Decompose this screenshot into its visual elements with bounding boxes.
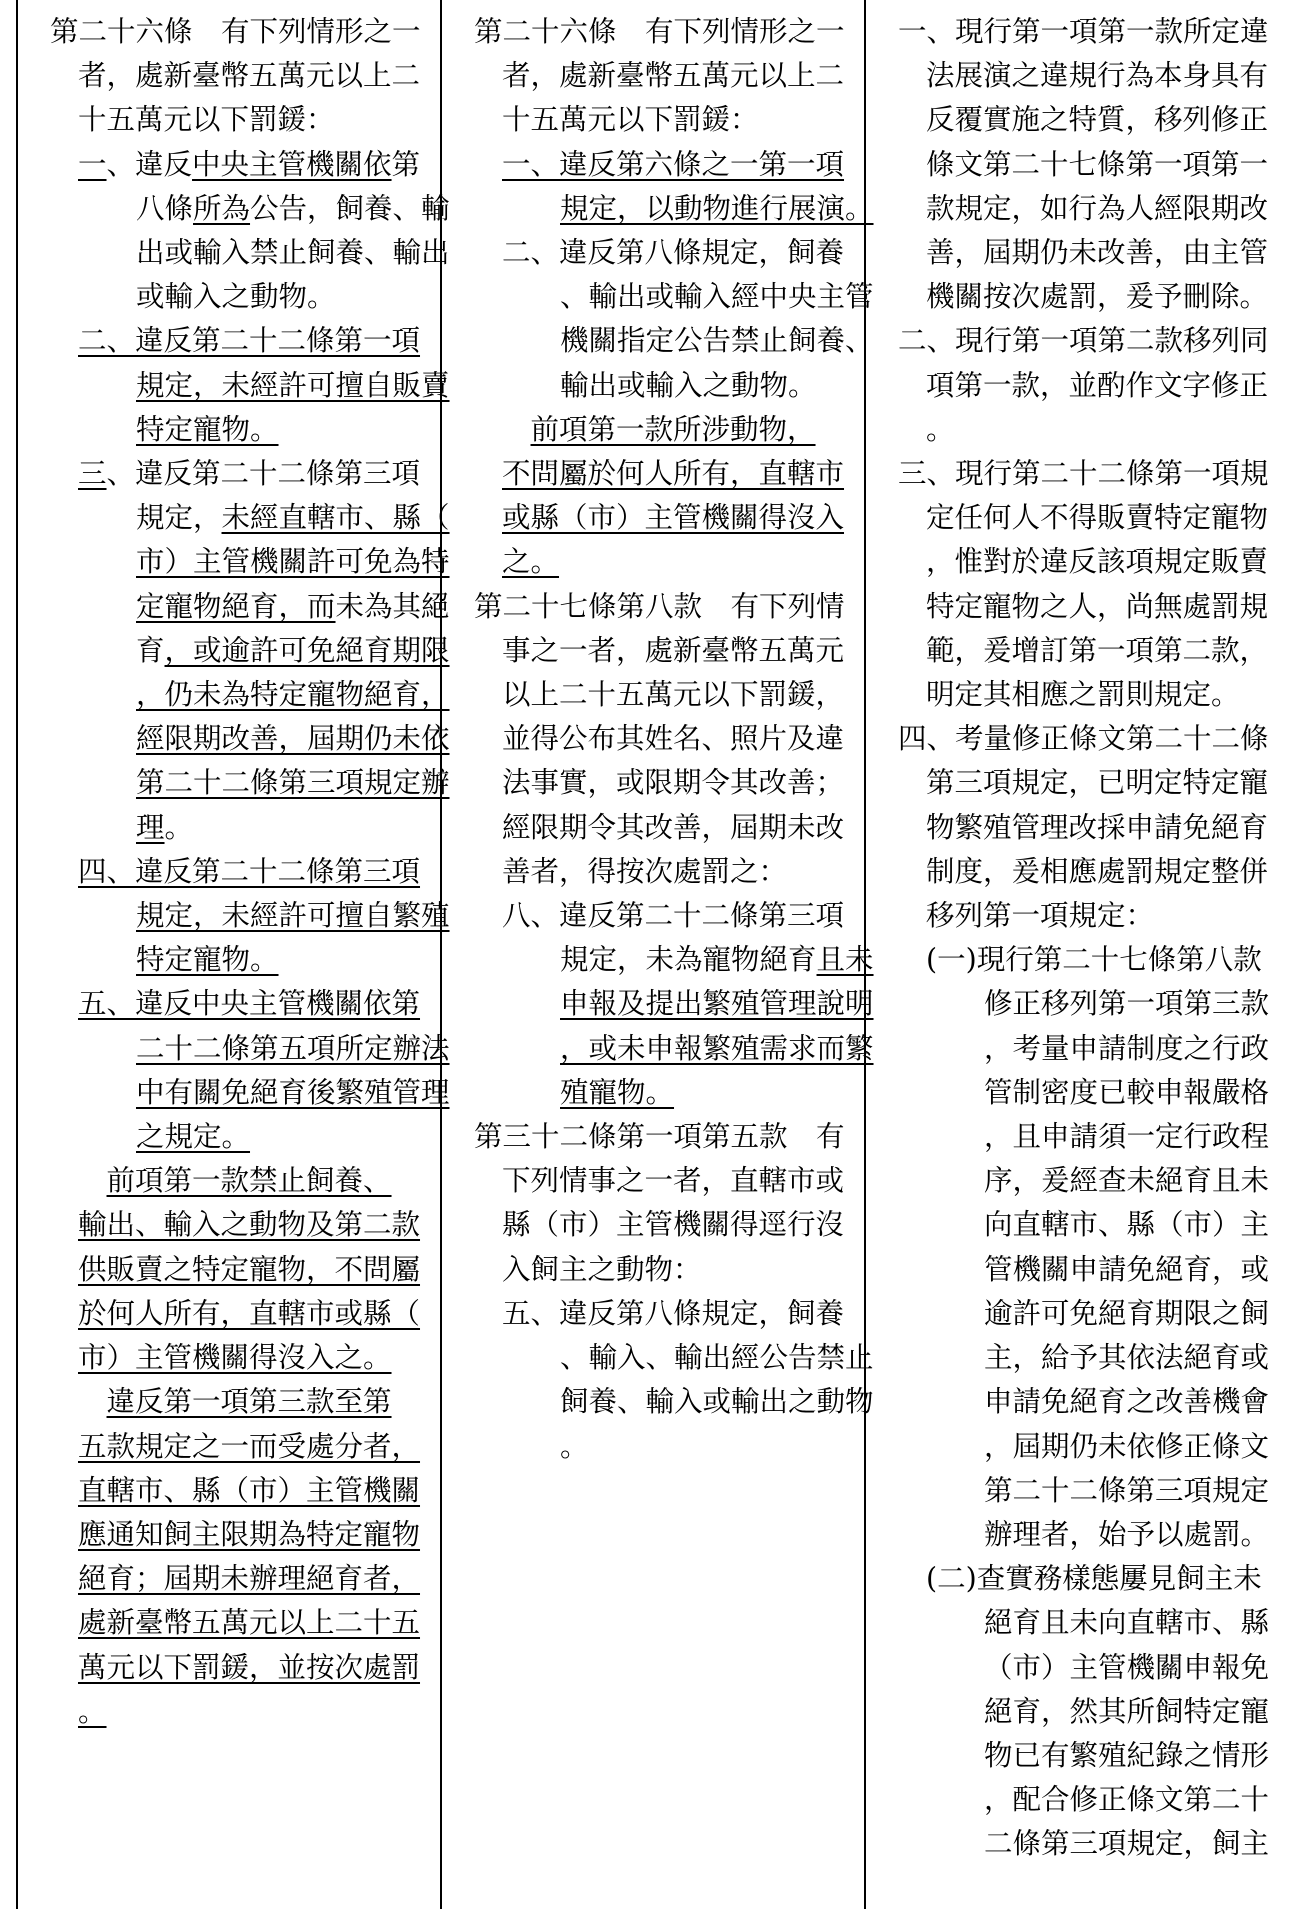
text-run: 第 [391, 147, 421, 181]
text-line [898, 1071, 1288, 1115]
text-line [50, 1336, 470, 1380]
text-run: 法事實，或限期令其改善； [502, 766, 845, 800]
text-run: 入飼主之動物： [502, 1252, 702, 1286]
text-line [50, 1469, 470, 1513]
text-run: 飼養、輸入或輸出之動物 [560, 1385, 874, 1419]
text-run: 明定其相應之罰則規定。 [926, 678, 1240, 712]
column-explanation [898, 10, 1288, 1867]
text-line [50, 1248, 470, 1292]
text-line [50, 364, 470, 408]
underlined-text: 規定，以動物進行展演。 [560, 191, 874, 225]
underlined-text: 規定，未經許可擅自繁殖 [136, 899, 450, 933]
text-run: 並得公布其姓名、照片及違 [502, 722, 845, 756]
text-run: 第三十二條第一項第五款 有 [474, 1120, 845, 1154]
text-run: 十五萬元以下罰鍰： [502, 103, 759, 137]
text-line [50, 1513, 470, 1557]
text-line [474, 1027, 894, 1071]
text-line [898, 98, 1288, 142]
text-line [50, 10, 470, 54]
text-line [474, 540, 894, 584]
text-run: 條文第二十七條第一項第一 [926, 147, 1269, 181]
text-line [50, 408, 470, 452]
text-run: 、輸出或輸入經中央主管 [560, 280, 874, 314]
text-line [898, 806, 1288, 850]
text-run: 逾許可免絕育期限之飼 [984, 1296, 1270, 1330]
text-line [474, 673, 894, 717]
text-line [50, 761, 470, 805]
text-line [898, 231, 1288, 275]
text-line [50, 275, 470, 319]
text-line [898, 850, 1288, 894]
table-border-left [16, 0, 18, 1909]
text-run: 移列第一項規定： [926, 899, 1155, 933]
underlined-text: 理 [136, 810, 165, 844]
text-line [50, 143, 470, 187]
text-run: ，配合修正條文第二十 [984, 1783, 1270, 1817]
text-run: 四、考量修正條文第二十二條 [898, 722, 1269, 756]
text-line [898, 496, 1288, 540]
text-line [898, 629, 1288, 673]
text-run: 、違反第二十二條第三項 [106, 457, 421, 491]
text-line [898, 1159, 1288, 1203]
text-line [898, 1469, 1288, 1513]
text-line [50, 1601, 470, 1645]
text-line [474, 761, 894, 805]
underlined-text: 直轄市、縣（市）主管機關 [78, 1473, 421, 1507]
text-run: 範，爰增訂第一項第二款， [926, 633, 1269, 667]
text-run [78, 1385, 107, 1418]
underlined-text: 萬元以下罰鍰，並按次處罰 [78, 1650, 421, 1684]
text-line [898, 1557, 1288, 1601]
text-line [898, 143, 1288, 187]
text-run: 法展演之違規行為本身具有 [926, 59, 1269, 93]
text-line [898, 10, 1288, 54]
underlined-text: 經限期改善，屆期仍未依 [136, 722, 450, 756]
text-line [50, 1027, 470, 1071]
text-line [898, 1513, 1288, 1557]
underlined-text: 未經直轄市、縣（ [221, 501, 450, 535]
text-run: 管制密度已較申報嚴格 [984, 1075, 1270, 1109]
text-run: 三、現行第二十二條第一項規 [898, 457, 1269, 491]
text-line [50, 1203, 470, 1247]
underlined-text: 五款規定之一而受處分者， [78, 1429, 421, 1463]
underlined-text: 輸出、輸入之動物及第二款 [78, 1208, 421, 1242]
text-line [474, 1203, 894, 1247]
text-run: 絕育且未向直轄市、縣 [984, 1606, 1270, 1640]
underlined-text: 所為 [193, 191, 251, 225]
text-line [50, 187, 470, 231]
text-run: 者，處新臺幣五萬元以上二 [502, 59, 845, 93]
text-run: 特定寵物之人，尚無處罰規 [926, 589, 1269, 623]
text-run: 、違反 [106, 147, 193, 181]
text-run: 第二十六條 有下列情形之一 [50, 15, 421, 48]
text-line [50, 1646, 470, 1690]
text-line [474, 938, 894, 982]
text-line [474, 1248, 894, 1292]
text-run: 機關按次處罰，爰予刪除。 [926, 280, 1269, 314]
text-line [474, 10, 894, 54]
underlined-text: 市）主管機關許可免為特 [136, 545, 450, 579]
text-line [898, 319, 1288, 363]
underlined-text: ，或逾許可免絕育期限 [164, 633, 450, 667]
underlined-text: 於何人所有，直轄市或縣（ [78, 1296, 421, 1330]
text-line [898, 1690, 1288, 1734]
text-run: 二、違反第八條規定，飼養 [502, 236, 845, 270]
text-line [474, 98, 894, 142]
text-line [474, 496, 894, 540]
text-line [898, 761, 1288, 805]
underlined-text: 定寵物絕育，而 [136, 589, 336, 623]
text-run: 出或輸入禁止飼養、輸出 [136, 236, 450, 270]
underlined-text: ，仍未為特定寵物絕育， [136, 678, 450, 712]
text-run: 第二十六條 有下列情形之一 [474, 15, 845, 48]
text-line [898, 1292, 1288, 1336]
text-line [898, 408, 1288, 452]
text-run: 第三項規定，已明定特定寵 [926, 766, 1269, 800]
text-run: 八、違反第二十二條第三項 [502, 899, 845, 933]
text-run: 款規定，如行為人經限期改 [926, 191, 1269, 225]
text-run: 項第一款，並酌作文字修正 [926, 368, 1269, 402]
text-line [474, 1115, 894, 1159]
text-run: 規定，未為寵物絕育 [560, 943, 817, 977]
underlined-text: 二十二條第五項所定辦法 [136, 1031, 450, 1065]
text-line [898, 1336, 1288, 1380]
underlined-text: ，或未申報繁殖需求而繁 [560, 1031, 874, 1065]
underlined-text: 一 [78, 147, 107, 181]
underlined-text: 應通知飼主限期為特定寵物 [78, 1517, 421, 1551]
text-run: 第二十二條第三項規定 [984, 1473, 1270, 1507]
text-run: ，屆期仍未依修正條文 [984, 1429, 1270, 1463]
underlined-text: 特定寵物。 [136, 412, 279, 446]
text-line [50, 585, 470, 629]
text-run: 以上二十五萬元以下罰鍰， [502, 678, 845, 712]
text-run: 育 [136, 633, 165, 667]
text-line [898, 540, 1288, 584]
text-line [50, 231, 470, 275]
text-line [50, 1380, 470, 1424]
text-line [898, 54, 1288, 98]
underlined-text: 三 [78, 457, 107, 491]
underlined-text: 前項第一款禁止飼養、 [106, 1164, 392, 1198]
text-line [50, 54, 470, 98]
text-run: 二、現行第一項第二款移列同 [898, 324, 1269, 358]
text-line [898, 717, 1288, 761]
underlined-text: 且未 [816, 943, 874, 977]
text-line [474, 850, 894, 894]
text-line [474, 452, 894, 496]
underlined-text: 二、違反第二十二條第一項 [78, 324, 421, 358]
text-line [50, 850, 470, 894]
text-run: 者，處新臺幣五萬元以上二 [78, 59, 421, 93]
text-line [474, 806, 894, 850]
text-run: 經限期令其改善，屆期未改 [502, 810, 845, 844]
text-line [898, 1248, 1288, 1292]
text-line [898, 1380, 1288, 1424]
text-line [50, 98, 470, 142]
underlined-text: 申報及提出繁殖管理說明 [560, 987, 874, 1021]
text-line [474, 1071, 894, 1115]
text-run: 。 [560, 1429, 589, 1463]
text-run: 辦理者，始予以處罰。 [984, 1517, 1270, 1551]
text-run: 八條 [136, 191, 194, 225]
text-line [50, 1425, 470, 1469]
text-line [474, 408, 894, 452]
text-run: 輸出或輸入之動物。 [560, 368, 817, 402]
text-run: 規定， [136, 501, 222, 535]
text-run: 定任何人不得販賣特定寵物 [926, 501, 1269, 535]
text-line [474, 54, 894, 98]
text-run: 十五萬元以下罰鍰： [78, 103, 335, 137]
underlined-text: 特定寵物。 [136, 943, 279, 977]
text-line [474, 1380, 894, 1424]
text-line [474, 319, 894, 363]
text-line [50, 894, 470, 938]
text-line [50, 1557, 470, 1601]
text-run: ，惟對於違反該項規定販賣 [926, 545, 1269, 579]
text-line [474, 717, 894, 761]
text-line [474, 1292, 894, 1336]
underlined-text: 絕育；屆期未辦理絕育者， [78, 1562, 421, 1596]
text-run: 。 [164, 810, 194, 844]
comparison-table [16, 0, 1292, 1909]
text-run: 管機關申請免絕育，或 [984, 1252, 1270, 1286]
text-run: 二條第三項規定，飼主 [984, 1827, 1270, 1861]
text-run [502, 413, 531, 446]
text-line [50, 1071, 470, 1115]
text-run: 善，屆期仍未改善，由主管 [926, 236, 1269, 270]
text-run: （市）主管機關申報免 [984, 1650, 1270, 1684]
text-line [50, 629, 470, 673]
text-line [898, 673, 1288, 717]
text-line [50, 319, 470, 363]
text-line [898, 585, 1288, 629]
text-line [898, 364, 1288, 408]
text-line [898, 1734, 1288, 1778]
text-line [50, 673, 470, 717]
text-line [474, 1425, 894, 1469]
text-run: 。 [926, 412, 955, 446]
text-run: 、輸入、輸出經公告禁止 [560, 1341, 874, 1375]
text-run: (一)現行第二十七條第八款 [926, 943, 1262, 977]
text-run: 或輸入之動物。 [136, 280, 336, 314]
text-line [898, 1203, 1288, 1247]
text-run: 公告，飼養、輸 [250, 191, 450, 225]
text-run [78, 1164, 107, 1197]
text-line [50, 540, 470, 584]
text-run: 第二十七條第八款 有下列情 [474, 589, 845, 623]
text-run: 制度，爰相應處罰規定整併 [926, 854, 1269, 888]
text-line [898, 982, 1288, 1026]
text-run: ，考量申請制度之行政 [984, 1031, 1270, 1065]
text-line [898, 1646, 1288, 1690]
underlined-text: 前項第一款所涉動物， [530, 412, 816, 446]
text-line [898, 275, 1288, 319]
text-line [50, 982, 470, 1026]
text-run: ，且申請須一定行政程 [984, 1120, 1270, 1154]
text-line [474, 231, 894, 275]
underlined-text: 或縣（市）主管機關得沒入 [502, 501, 845, 535]
text-line [50, 1690, 470, 1734]
text-run: 事之一者，處新臺幣五萬元 [502, 633, 845, 667]
text-line [474, 1159, 894, 1203]
text-run: (二)查實務樣態屢見飼主未 [926, 1562, 1262, 1596]
text-line [50, 1159, 470, 1203]
text-line [898, 1115, 1288, 1159]
text-run: 五、違反第八條規定，飼養 [502, 1296, 845, 1330]
column-amended-text [50, 10, 470, 1734]
text-run: 修正移列第一項第三款 [984, 987, 1270, 1021]
text-run: 一、現行第一項第一款所定違 [898, 15, 1269, 48]
text-line [898, 1425, 1288, 1469]
underlined-text: 市）主管機關得沒入之。 [78, 1341, 392, 1375]
underlined-text: 不問屬於何人所有，直轄市 [502, 457, 845, 491]
underlined-text: 四、違反第二十二條第三項 [78, 854, 421, 888]
text-line [898, 1778, 1288, 1822]
underlined-text: 第二十二條第三項規定辦 [136, 766, 450, 800]
text-line [474, 982, 894, 1026]
text-run: 善者，得按次處罰之： [502, 854, 788, 888]
text-run: 申請免絕育之改善機會 [984, 1385, 1270, 1419]
text-line [898, 1822, 1288, 1866]
underlined-text: 處新臺幣五萬元以上二十五 [78, 1606, 421, 1640]
text-run: 物已有繁殖紀錄之情形 [984, 1738, 1270, 1772]
text-line [50, 452, 470, 496]
underlined-text: 一、違反第六條之一第一項 [502, 147, 845, 181]
text-line [898, 894, 1288, 938]
underlined-text: 之規定。 [136, 1120, 251, 1154]
text-run: 下列情事之一者，直轄市或 [502, 1164, 845, 1198]
text-line [474, 275, 894, 319]
underlined-text: 之。 [502, 545, 560, 579]
text-line [50, 496, 470, 540]
text-line [474, 629, 894, 673]
text-run: 主，給予其依法絕育或 [984, 1341, 1270, 1375]
underlined-text: 殖寵物。 [560, 1075, 675, 1109]
text-line [50, 717, 470, 761]
text-run: 向直轄市、縣（市）主 [984, 1208, 1270, 1242]
text-line [50, 938, 470, 982]
text-line [898, 938, 1288, 982]
text-run: 絕育，然其所飼特定寵 [984, 1694, 1270, 1728]
underlined-text: 供販賣之特定寵物，不問屬 [78, 1252, 421, 1286]
text-run: 反覆實施之特質，移列修正 [926, 103, 1269, 137]
column-current-text [474, 10, 894, 1469]
underlined-text: 規定，未經許可擅自販賣 [136, 368, 450, 402]
text-run: 未為其絕 [335, 589, 450, 623]
text-line [474, 1336, 894, 1380]
text-run: 序，爰經查未絕育且未 [984, 1164, 1270, 1198]
text-line [50, 1292, 470, 1336]
underlined-text: 中有關免絕育後繁殖管理 [136, 1075, 450, 1109]
text-line [898, 1027, 1288, 1071]
text-line [474, 894, 894, 938]
text-run: 物繁殖管理改採申請免絕育 [926, 810, 1269, 844]
underlined-text: 中央主管機關依 [192, 147, 392, 181]
text-line [474, 143, 894, 187]
text-line [898, 1601, 1288, 1645]
text-line [474, 364, 894, 408]
underlined-text: 違反第一項第三款至第 [106, 1385, 392, 1419]
underlined-text: 。 [78, 1694, 107, 1728]
text-line [474, 585, 894, 629]
text-line [898, 187, 1288, 231]
text-line [474, 187, 894, 231]
text-line [50, 806, 470, 850]
text-line [50, 1115, 470, 1159]
underlined-text: 五、違反中央主管機關依第 [78, 987, 421, 1021]
text-run: 機關指定公告禁止飼養、 [560, 324, 874, 358]
text-line [898, 452, 1288, 496]
text-run: 縣（市）主管機關得逕行沒 [502, 1208, 845, 1242]
